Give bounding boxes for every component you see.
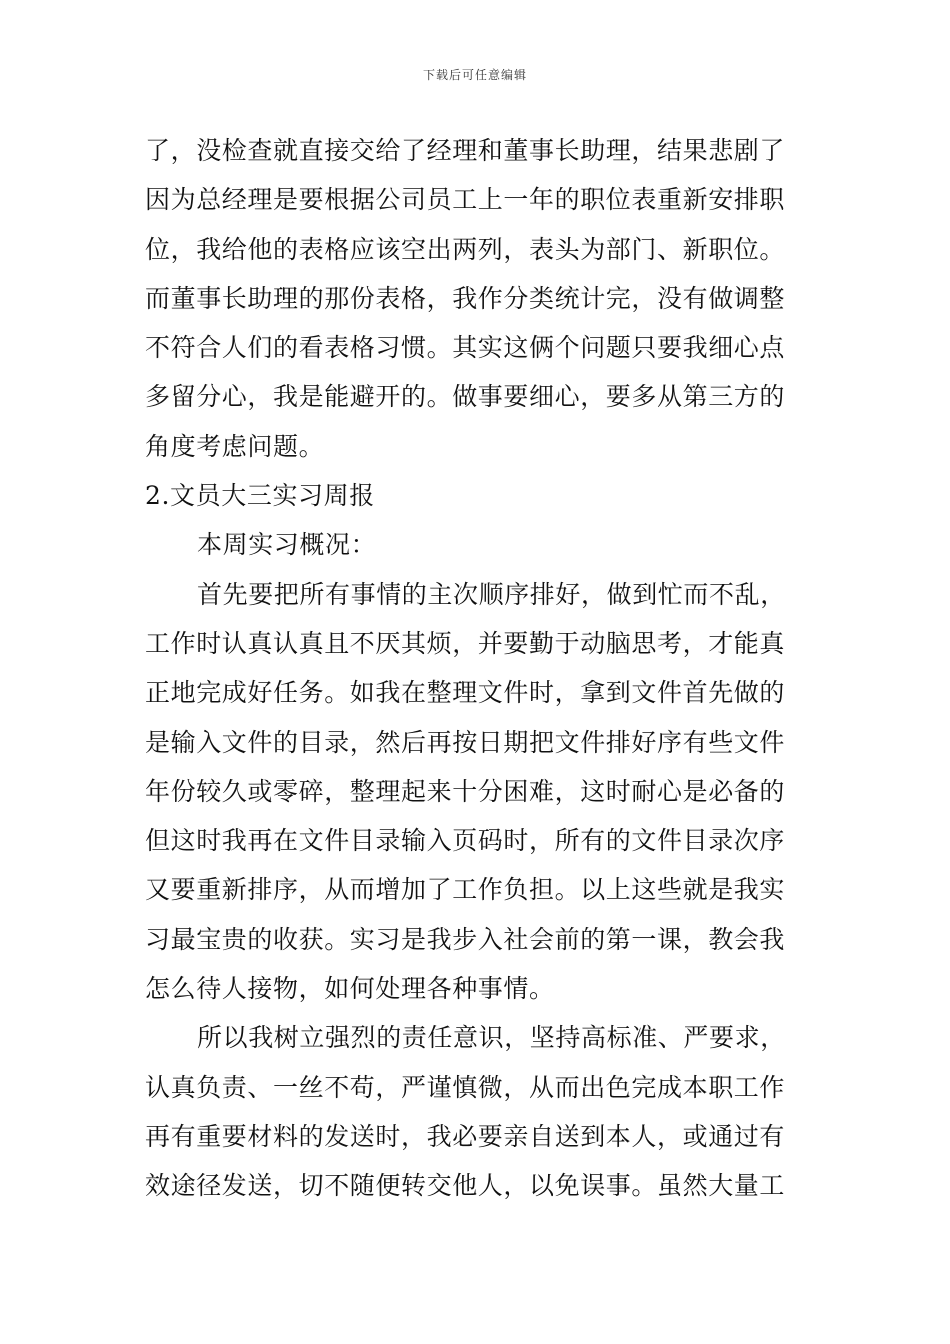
text-line: 多留分心，我是能避开的。做事要细心，要多从第三方的 xyxy=(145,382,786,412)
text-line: 是输入文件的目录，然后再按日期把文件排好序有些文件 xyxy=(145,727,786,757)
text-line: 认真负责、一丝不苟，严谨慎微，从而出色完成本职工作 xyxy=(145,1072,786,1102)
paragraph-start: 所以我树立强烈的责任意识，坚持高标准、严要求， xyxy=(197,1023,786,1053)
text-line: 年份较久或零碎，整理起来十分困难，这时耐心是必备的 xyxy=(145,776,786,806)
text-line: 了，没检查就直接交给了经理和董事长助理，结果悲剧了 xyxy=(145,136,786,165)
text-line: 工作时认真认真且不厌其烦，并要勤于动脑思考，才能真 xyxy=(145,628,786,658)
text-line: 角度考虑问题。 xyxy=(145,431,325,461)
paragraph-start: 首先要把所有事情的主次顺序排好，做到忙而不乱， xyxy=(197,579,786,609)
text-line: 而董事长助理的那份表格，我作分类统计完，没有做调整 xyxy=(145,283,786,313)
text-line: 又要重新排序，从而增加了工作负担。以上这些就是我实 xyxy=(145,875,786,905)
page-header: 下载后可任意编辑 xyxy=(422,68,527,82)
text-line: 但这时我再在文件目录输入页码时，所有的文件目录次序 xyxy=(145,826,786,856)
text-line: 位，我给他的表格应该空出两列，表头为部门、新职位。 xyxy=(145,234,786,264)
text-line: 因为总经理是要根据公司员工上一年的职位表重新安排职 xyxy=(145,185,786,215)
text-line: 正地完成好任务。如我在整理文件时，拿到文件首先做的 xyxy=(145,678,786,708)
text-line: 效途径发送，切不随便转交他人，以免误事。虽然大量工 xyxy=(145,1171,786,1201)
text-line: 怎么待人接物，如何处理各种事情。 xyxy=(145,974,555,1004)
subsection-heading: 本周实习概况： xyxy=(197,530,377,560)
section-heading: 2.文员大三实习周报 xyxy=(145,481,375,511)
text-line: 不符合人们的看表格习惯。其实这俩个问题只要我细心点 xyxy=(145,333,786,363)
document-body xyxy=(145,126,810,1211)
text-line: 再有重要材料的发送时，我必要亲自送到本人，或通过有 xyxy=(145,1121,786,1151)
text-line: 习最宝贵的收获。实习是我步入社会前的第一课，教会我 xyxy=(145,924,786,954)
